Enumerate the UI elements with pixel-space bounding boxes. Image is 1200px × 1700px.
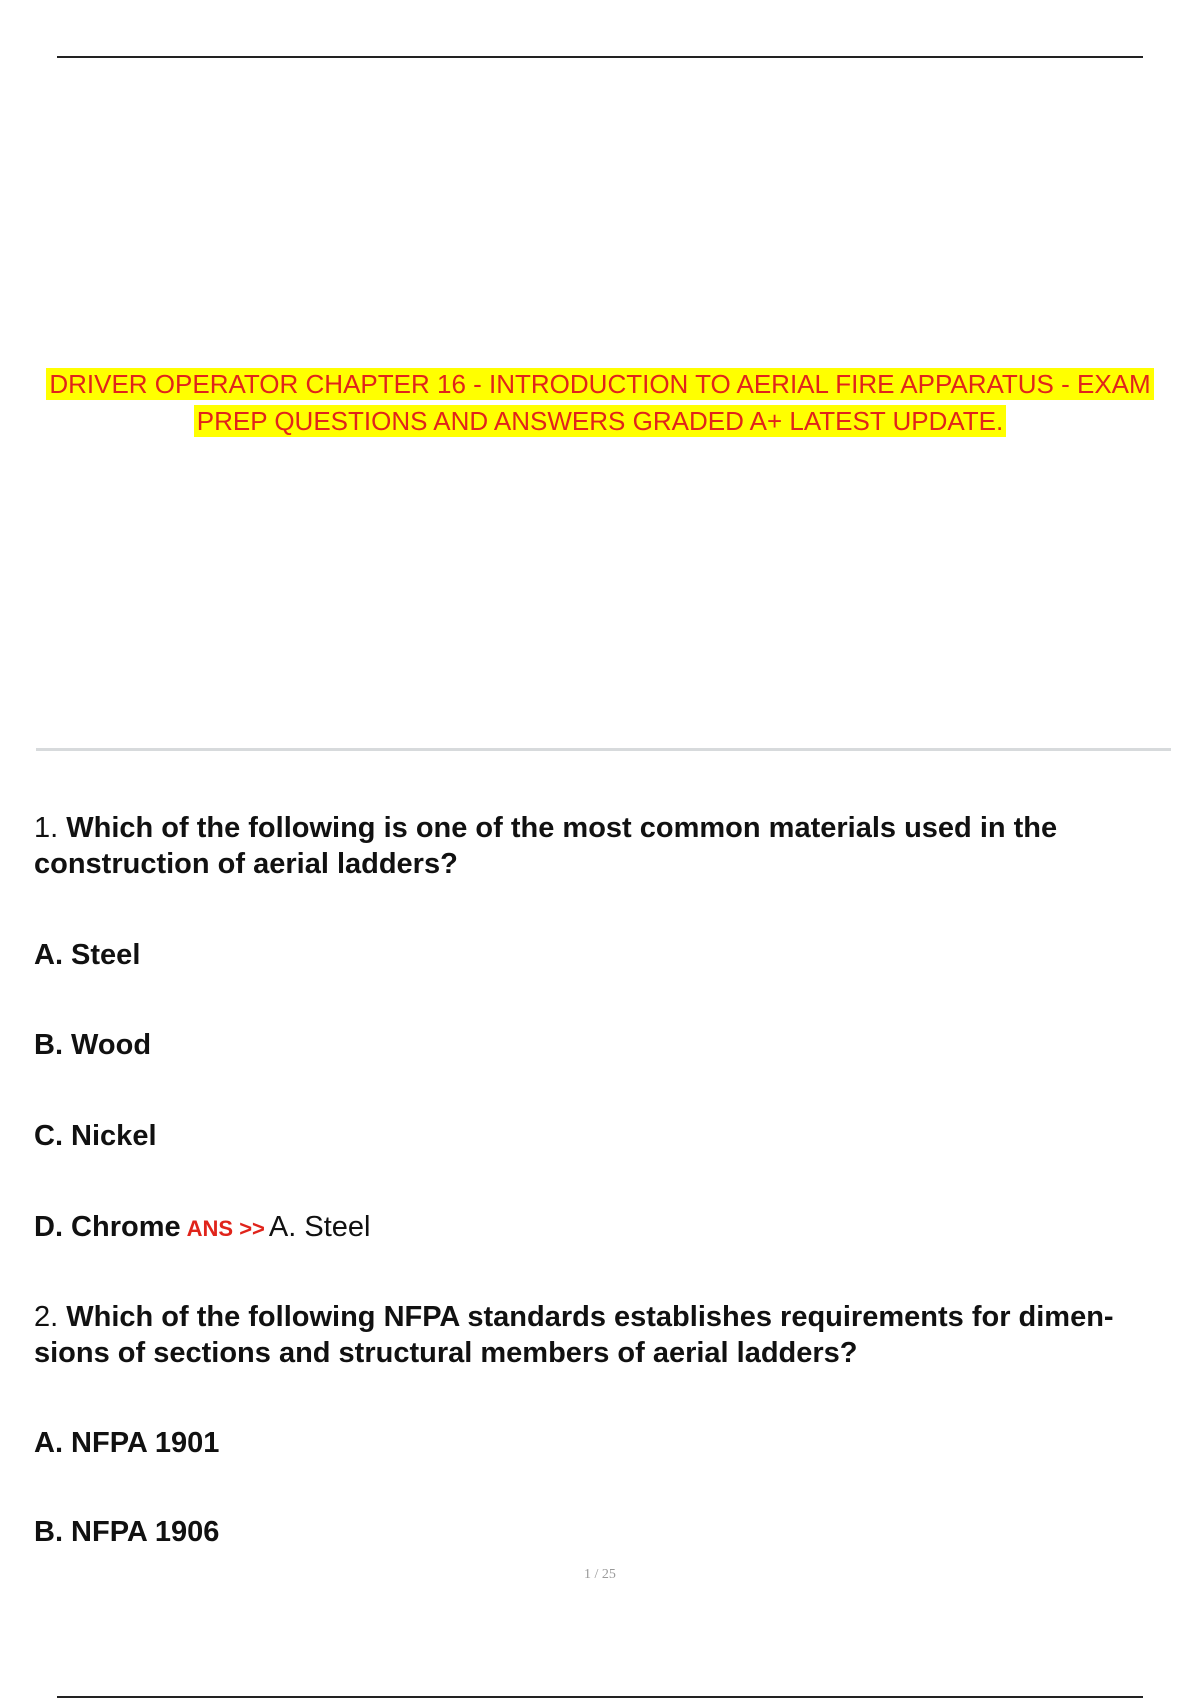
option-a: A. Steel [34,939,141,971]
question-text: Which of the following NFPA standards establishes requirements for dimen- sions of sections and structural members of aerial ladders? [34,1301,1114,1369]
answer-tag: ANS >> [186,1216,265,1241]
question-number: 1. [34,812,59,844]
title-line-2: PREP QUESTIONS AND ANSWERS GRADED A+ LATEST UPDATE. [194,405,1006,437]
question-number: 2. [34,1301,59,1333]
question-2 [34,1299,1174,1371]
top-rule [57,56,1143,58]
option-a: A. NFPA 1901 [34,1427,220,1459]
option-c: C. Nickel [34,1120,157,1152]
option-d-with-answer [34,1209,370,1247]
option-d: D. Chrome [34,1211,181,1243]
question-1 [34,810,1174,882]
answer-value: A. Steel [268,1211,371,1243]
title-line-1: DRIVER OPERATOR CHAPTER 16 - INTRODUCTION TO AERIAL FIRE APPARATUS - EXAM [46,368,1153,400]
option-b: B. Wood [34,1029,152,1061]
question-text: Which of the following is one of the most common materials used in the construction of aerial ladders? [34,812,1058,880]
document-title [10,366,1190,440]
section-divider [36,748,1171,751]
bottom-rule [57,1696,1143,1698]
option-b: B. NFPA 1906 [34,1516,220,1548]
page-number: 1 / 25 [584,1567,616,1582]
